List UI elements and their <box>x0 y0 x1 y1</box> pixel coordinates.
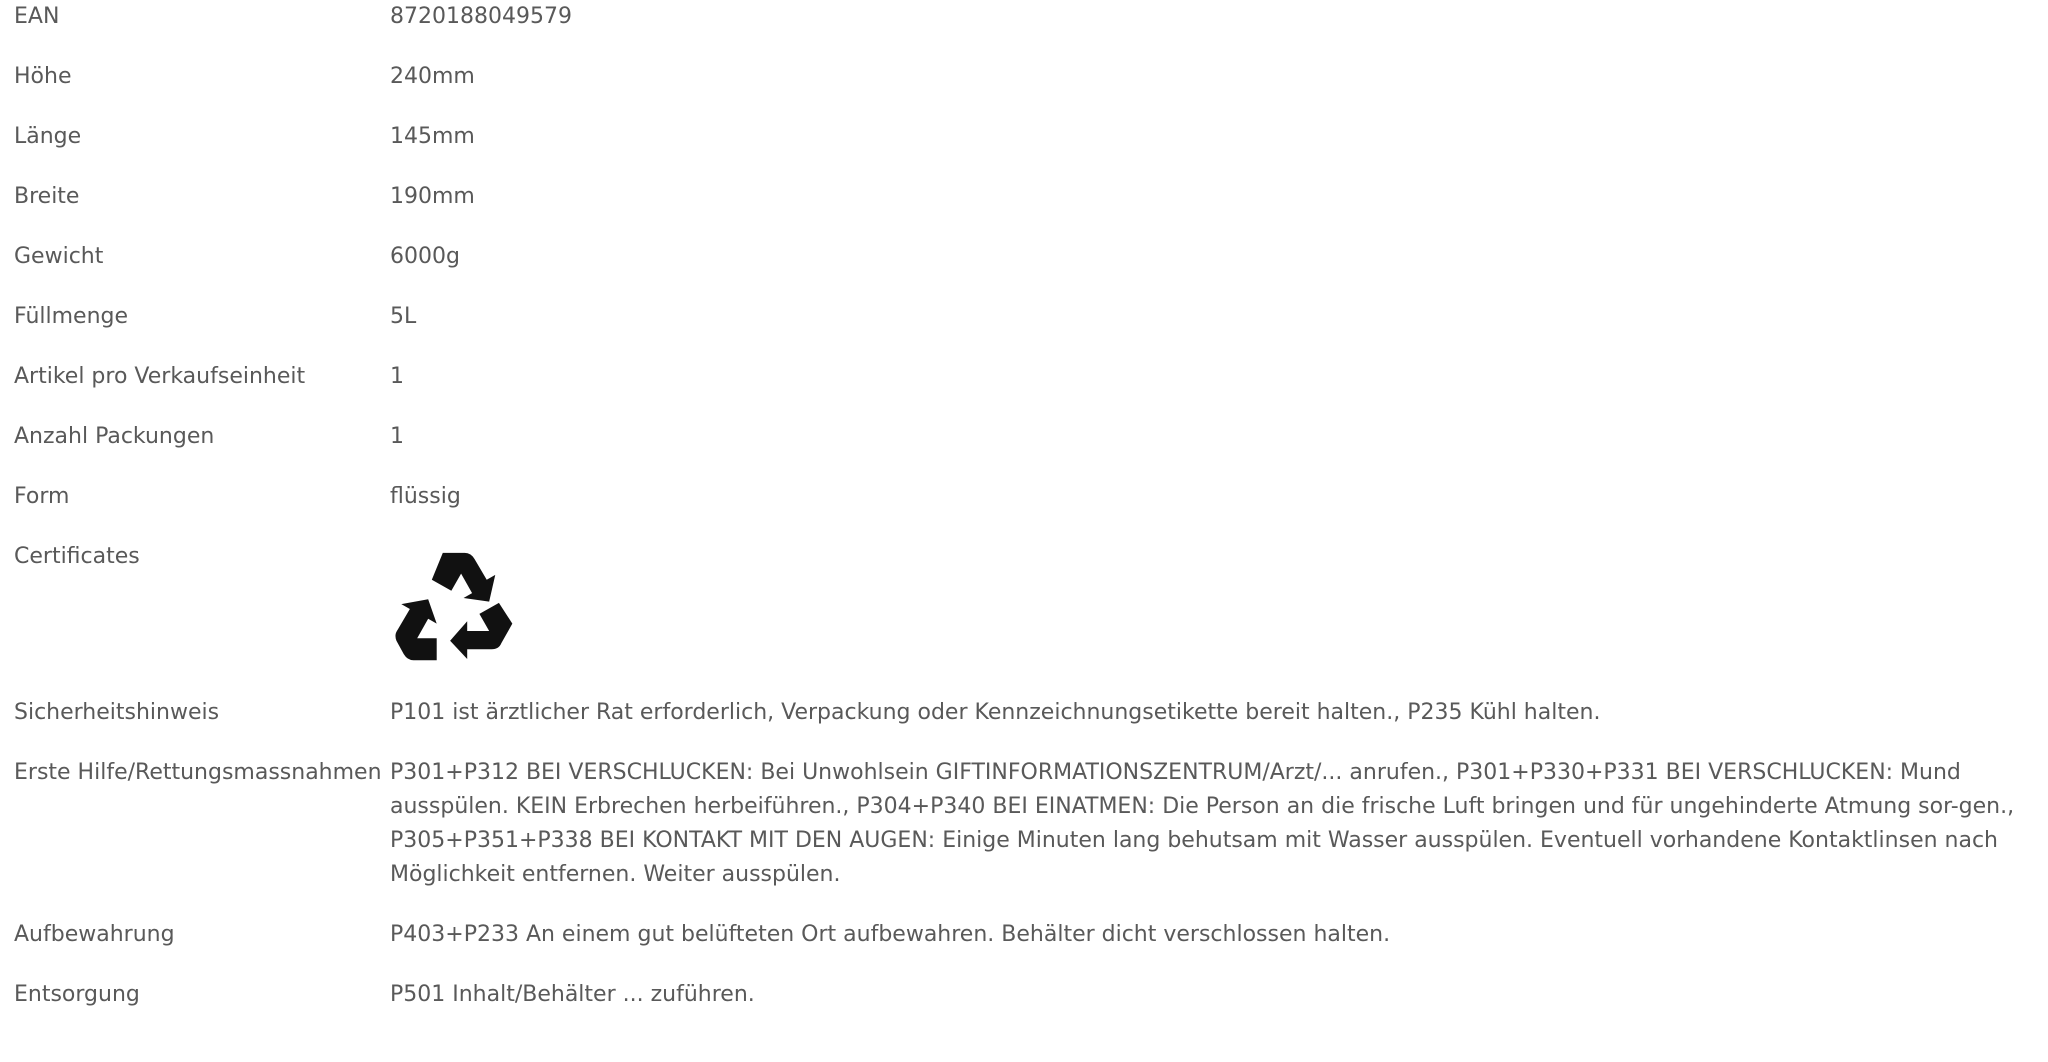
spec-row-laenge <box>14 120 2034 180</box>
spec-row-anzahl-packungen <box>14 420 2034 480</box>
spec-row-breite <box>14 180 2034 240</box>
spec-row-erste-hilfe <box>14 756 2034 918</box>
spec-value: 240mm <box>390 64 475 89</box>
spec-value-certificates <box>390 540 2034 696</box>
spec-row-aufbewahrung <box>14 918 2034 978</box>
spec-label: Erste Hilfe/Rettungsmassnahmen <box>14 760 382 785</box>
recycling-icon <box>390 548 520 670</box>
spec-row-entsorgung <box>14 978 2034 1038</box>
spec-label: Aufbewahrung <box>14 922 175 947</box>
spec-value: flüssig <box>390 484 461 509</box>
spec-label: Breite <box>14 184 80 209</box>
spec-row-form <box>14 480 2034 540</box>
spec-row-artikel-pro-verkaufseinheit <box>14 360 2034 420</box>
spec-row-sicherheitshinweis <box>14 696 2034 756</box>
spec-value: 1 <box>390 364 404 389</box>
spec-row-fuellmenge <box>14 300 2034 360</box>
spec-row-gewicht <box>14 240 2034 300</box>
spec-label: Länge <box>14 124 82 149</box>
spec-value: P501 Inhalt/Behälter ... zuführen. <box>390 982 755 1007</box>
spec-value: P301+P312 BEI VERSCHLUCKEN: Bei Unwohlsein GIFTINFORMATIONSZENTRUM/Arzt/... anrufen., P301+P330+P331 BEI VERSCHLUCKEN: Mund ausspülen. KEIN Erbrechen herbeiführen., P304+P340 BEI EINATMEN: Die Person an die frische Luft bringen und für ungehinderte Atmung sor-gen., P305+P351+P338 BEI KONTAKT MIT DEN AUGEN: Einige Minuten lang behutsam mit Wasser ausspülen. Eventuell vorhandene Kontaktlinsen nach Möglichkeit entfernen. Weiter ausspülen. <box>390 760 2015 887</box>
spec-value: 6000g <box>390 244 460 269</box>
spec-value: 145mm <box>390 124 475 149</box>
spec-label: Entsorgung <box>14 982 140 1007</box>
spec-label: Form <box>14 484 70 509</box>
spec-label: Artikel pro Verkaufseinheit <box>14 364 306 389</box>
spec-value: 190mm <box>390 184 475 209</box>
spec-value: 1 <box>390 424 404 449</box>
spec-value: P101 ist ärztlicher Rat erforderlich, Verpackung oder Kennzeichnungsetikette bereit halten., P235 Kühl halten. <box>390 700 1601 725</box>
spec-label: Sicherheitshinweis <box>14 700 220 725</box>
spec-label: Gewicht <box>14 244 104 269</box>
spec-value: 8720188049579 <box>390 4 572 29</box>
spec-row-ean <box>14 0 2034 60</box>
spec-label: Certificates <box>14 544 140 569</box>
spec-label: Anzahl Packungen <box>14 424 215 449</box>
spec-label: Füllmenge <box>14 304 129 329</box>
spec-value: 5L <box>390 304 417 329</box>
product-specifications-table <box>14 0 2034 1038</box>
spec-label: Höhe <box>14 64 72 89</box>
spec-row-hoehe <box>14 60 2034 120</box>
spec-row-certificates <box>14 540 2034 696</box>
spec-value: P403+P233 An einem gut belüfteten Ort aufbewahren. Behälter dicht verschlossen halten. <box>390 922 1391 947</box>
spec-label: EAN <box>14 4 60 29</box>
